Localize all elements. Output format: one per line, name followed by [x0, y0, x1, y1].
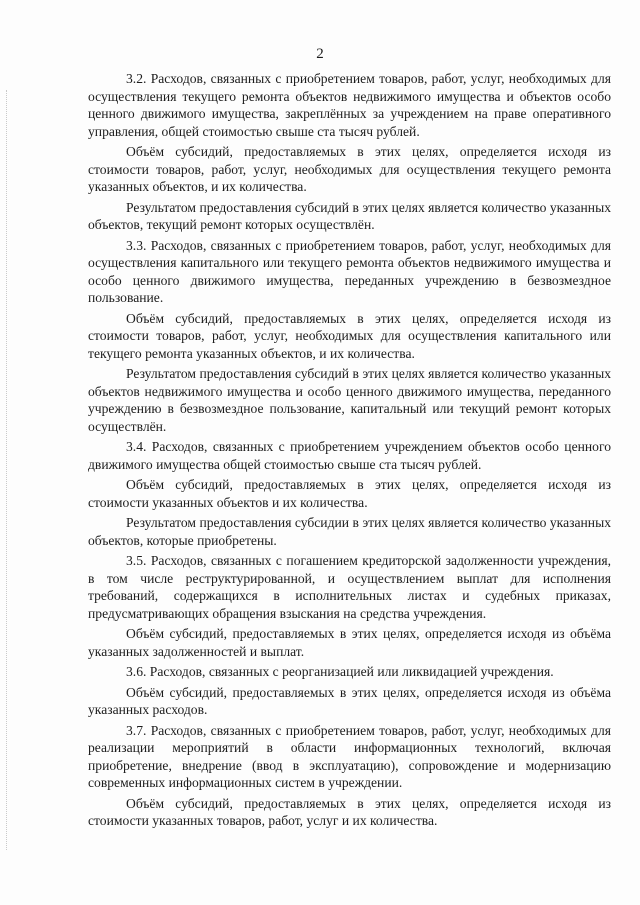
scan-edge-line — [6, 90, 8, 850]
paragraph-3-3: 3.3. Расходов, связанных с приобретением товаров, работ, услуг, необходимых для осуществления капитального или текущего ремонта объектов недвижимого имущества и особо ценного движимого имущества, переданных учреждению в безвозмездное пользование. — [88, 237, 611, 305]
paragraph-3-7: 3.7. Расходов, связанных с приобретением товаров, работ, услуг, необходимых для реализации мероприятий в области информационных технологий, включая приобретение, внедрение (ввод в эксплуатацию), сопровождение и модернизацию современных информационных систем в учреждении. — [88, 722, 611, 790]
paragraph-3-3-volume: Объём субсидий, предоставляемых в этих целях, определяется исходя из стоимости товаров, работ, услуг, необходимых для осуществления капитального или текущего ремонта указанных объектов, и их количества. — [88, 310, 611, 361]
paragraph-3-4-volume: Объём субсидий, предоставляемых в этих целях, определяется исходя из стоимости указанных объектов и их количества. — [88, 477, 611, 510]
document-body — [88, 70, 611, 833]
paragraph-3-6: 3.6. Расходов, связанных с реорганизацией или ликвидацией учреждения. — [126, 664, 554, 679]
paragraph-3-4-result: Результатом предоставления субсидии в этих целях является количество указанных объектов, которые приобретены. — [88, 515, 611, 548]
paragraph-3-2: 3.2. Расходов, связанных с приобретением товаров, работ, услуг, необходимых для осуществления текущего ремонта объектов недвижимого имущества и объектов особо ценного движимого имущества, закреплённых за учреждением на праве оперативного управления, общей стоимостью свыше ста тысяч рублей. — [88, 71, 611, 139]
paragraph-3-7-volume: Объём субсидий, предоставляемых в этих целях, определяется исходя из стоимости указанных товаров, работ, услуг и их количества. — [88, 795, 611, 828]
paragraph-3-5: 3.5. Расходов, связанных с погашением кредиторской задолженности учреждения, в том числе реструктурированной, и осуществлением выплат для исполнения требований, содержащихся в исполнительных листах и судебных приказах, предусматривающих обращения взыскания на средства учреждения. — [88, 553, 611, 621]
paragraph-3-5-volume: Объём субсидий, предоставляемых в этих целях, определяется исходя из объёма указанных задолженностей и выплат. — [88, 626, 611, 659]
page-number: 2 — [316, 46, 324, 62]
paragraph-3-3-result: Результатом предоставления субсидий в этих целях является количество указанных объектов недвижимого имущества и особо ценного движимого имущества, переданного учреждению в безвозмездное пользование, капитальный или текущий ремонт которых осуществлён. — [88, 366, 611, 434]
paragraph-3-2-result: Результатом предоставления субсидий в этих целях является количество указанных объектов, текущий ремонт которых осуществлён. — [88, 199, 611, 232]
paragraph-3-4: 3.4. Расходов, связанных с приобретением учреждением объектов особо ценного движимого имущества общей стоимостью свыше ста тысяч рублей. — [88, 439, 611, 472]
paragraph-3-2-volume: Объём субсидий, предоставляемых в этих целях, определяется исходя из стоимости товаров, работ, услуг, необходимых для осуществления текущего ремонта указанных объектов, и их количества. — [88, 144, 611, 194]
paragraph-3-6-volume: Объём субсидий, предоставляемых в этих целях, определяется исходя из объёма указанных расходов. — [88, 684, 611, 717]
